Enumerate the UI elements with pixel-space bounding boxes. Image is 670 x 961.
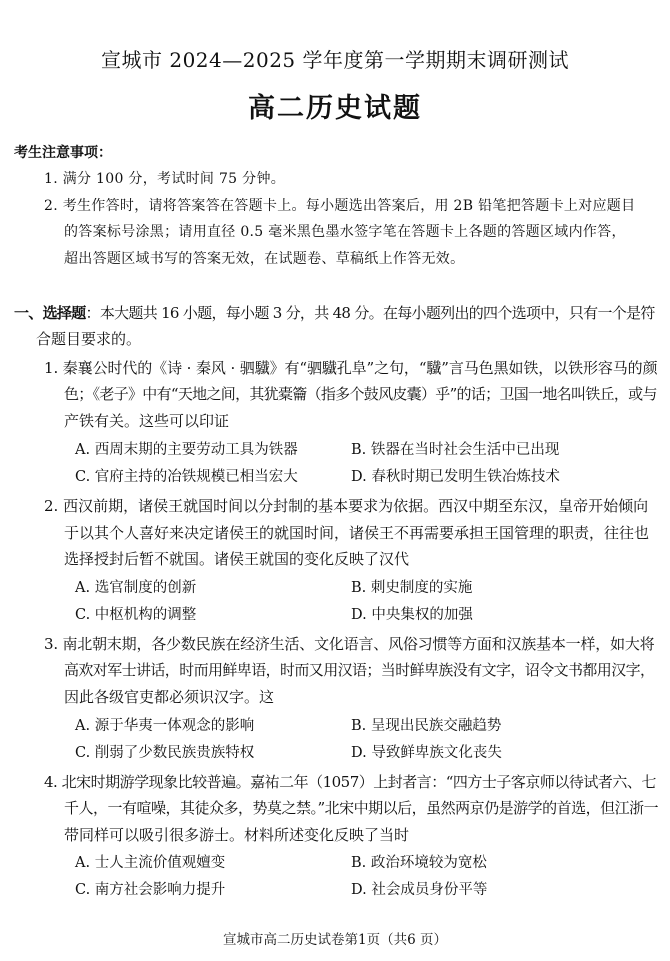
notice-item-2-cont2: 超出答题区域书写的答案无效，在试题卷、草稿纸上作答无效。 (64, 251, 465, 267)
notice-item-2-cont: 的答案标号涂黑；请用直径 0.5 毫米黑色墨水签字笔在答题卡上各题的答题区域内作答， (64, 224, 626, 240)
question-2-stem-1: 2. 西汉前期，诸侯王就国时间以分封制的基本要求为依据。西汉中期至东汉，皇帝开始倾向 (44, 497, 649, 515)
question-4-option-b: B. 政治环境较为宽松 (351, 855, 487, 871)
exam-title: 宣城市 2024—2025 学年度第一学期期末调研测试 (100, 48, 569, 72)
question-3-stem-1: 3. 南北朝末期，各少数民族在经济生活、文化语言、风俗习惯等方面和汉族基本一样，如大将 (44, 635, 655, 653)
question-3-option-c: C. 削弱了少数民族贵族特权 (75, 745, 255, 761)
section-instruction: ：本大题共 16 小题，每小题 3 分，共 48 分。在每小题列出的四个选项中，只有一个是符 (85, 304, 655, 322)
question-1-stem-3: 产铁有关。这些可以印证 (64, 412, 230, 430)
question-2-stem-3: 选择授封后暂不就国。诸侯王就国的变化反映了汉代 (64, 550, 410, 568)
question-1-stem-1: 1. 秦襄公时代的《诗 · 秦风 · 驷驖》有“驷驖孔阜”之句，“驖”言马色黑如铁，以铁形容马的颜 (44, 359, 658, 377)
notice-heading: 考生注意事项： (14, 145, 112, 161)
question-3-option-d: D. 导致鲜卑族文化丧失 (351, 745, 502, 761)
question-4-stem-2: 千人，一有喧噪，其徒众多，势莫之禁。”北宋中期以后，虽然两京仍是游学的首选，但江浙一 (64, 799, 659, 817)
question-4-option-a: A. 士人主流价值观嬗变 (75, 855, 226, 871)
question-1-option-a: A. 西周末期的主要劳动工具为铁器 (75, 442, 298, 458)
question-3-stem-3: 因此各级官吏都必须识汉字。这 (64, 688, 275, 706)
question-1-stem-2: 色；《老子》中有“天地之间，其犹橐籥（指多个鼓风皮囊）乎”的话；卫国一地名叫铁丘，或与 (64, 385, 657, 403)
page-footer: 宣城市高二历史试卷第1页（共6 页） (223, 932, 447, 948)
subject-title: 高二历史试题 (248, 93, 422, 124)
question-3-option-a: A. 源于华夷一体观念的影响 (75, 718, 255, 734)
question-3-stem-2: 高欢对军士讲话，时而用鲜卑语，时而又用汉语；当时鲜卑族没有文字，诏令文书都用汉字， (64, 661, 655, 679)
question-2-option-a: A. 选官制度的创新 (75, 580, 197, 596)
question-4-option-c: C. 南方社会影响力提升 (75, 882, 226, 898)
question-1-option-c: C. 官府主持的冶铁规模已相当宏大 (75, 469, 298, 485)
question-3-option-b: B. 呈现出民族交融趋势 (351, 718, 502, 734)
section-instruction-cont: 合题目要求的。 (36, 330, 142, 348)
question-4-stem-1: 4. 北宋时期游学现象比较普遍。嘉祐二年（1057）上封者言：“四方士子客京师以待试者六、七 (44, 773, 656, 791)
section-heading (14, 303, 655, 323)
notice-item-2: 2. 考生作答时，请将答案答在答题卡上。每小题选出答案后，用 2B 铅笔把答题卡上对应题目 (44, 198, 636, 214)
question-4-option-d: D. 社会成员身份平等 (351, 882, 488, 898)
section-label: 一、选择题 (14, 304, 86, 322)
question-1-option-d: D. 春秋时期已发明生铁冶炼技术 (351, 469, 560, 485)
question-2-option-b: B. 刺史制度的实施 (351, 580, 473, 596)
question-2-option-c: C. 中枢机构的调整 (75, 607, 197, 623)
question-1-option-b: B. 铁器在当时社会生活中已出现 (351, 442, 560, 458)
notice-item-1: 1. 满分 100 分，考试时间 75 分钟。 (44, 171, 286, 187)
question-4-stem-3: 带同样可以吸引很多游士。材料所述变化反映了当时 (64, 826, 410, 844)
question-2-option-d: D. 中央集权的加强 (351, 607, 473, 623)
question-2-stem-2: 于以其个人喜好来决定诸侯王的就国时间，诸侯王不再需要承担王国管理的职责，往往也 (64, 524, 650, 542)
